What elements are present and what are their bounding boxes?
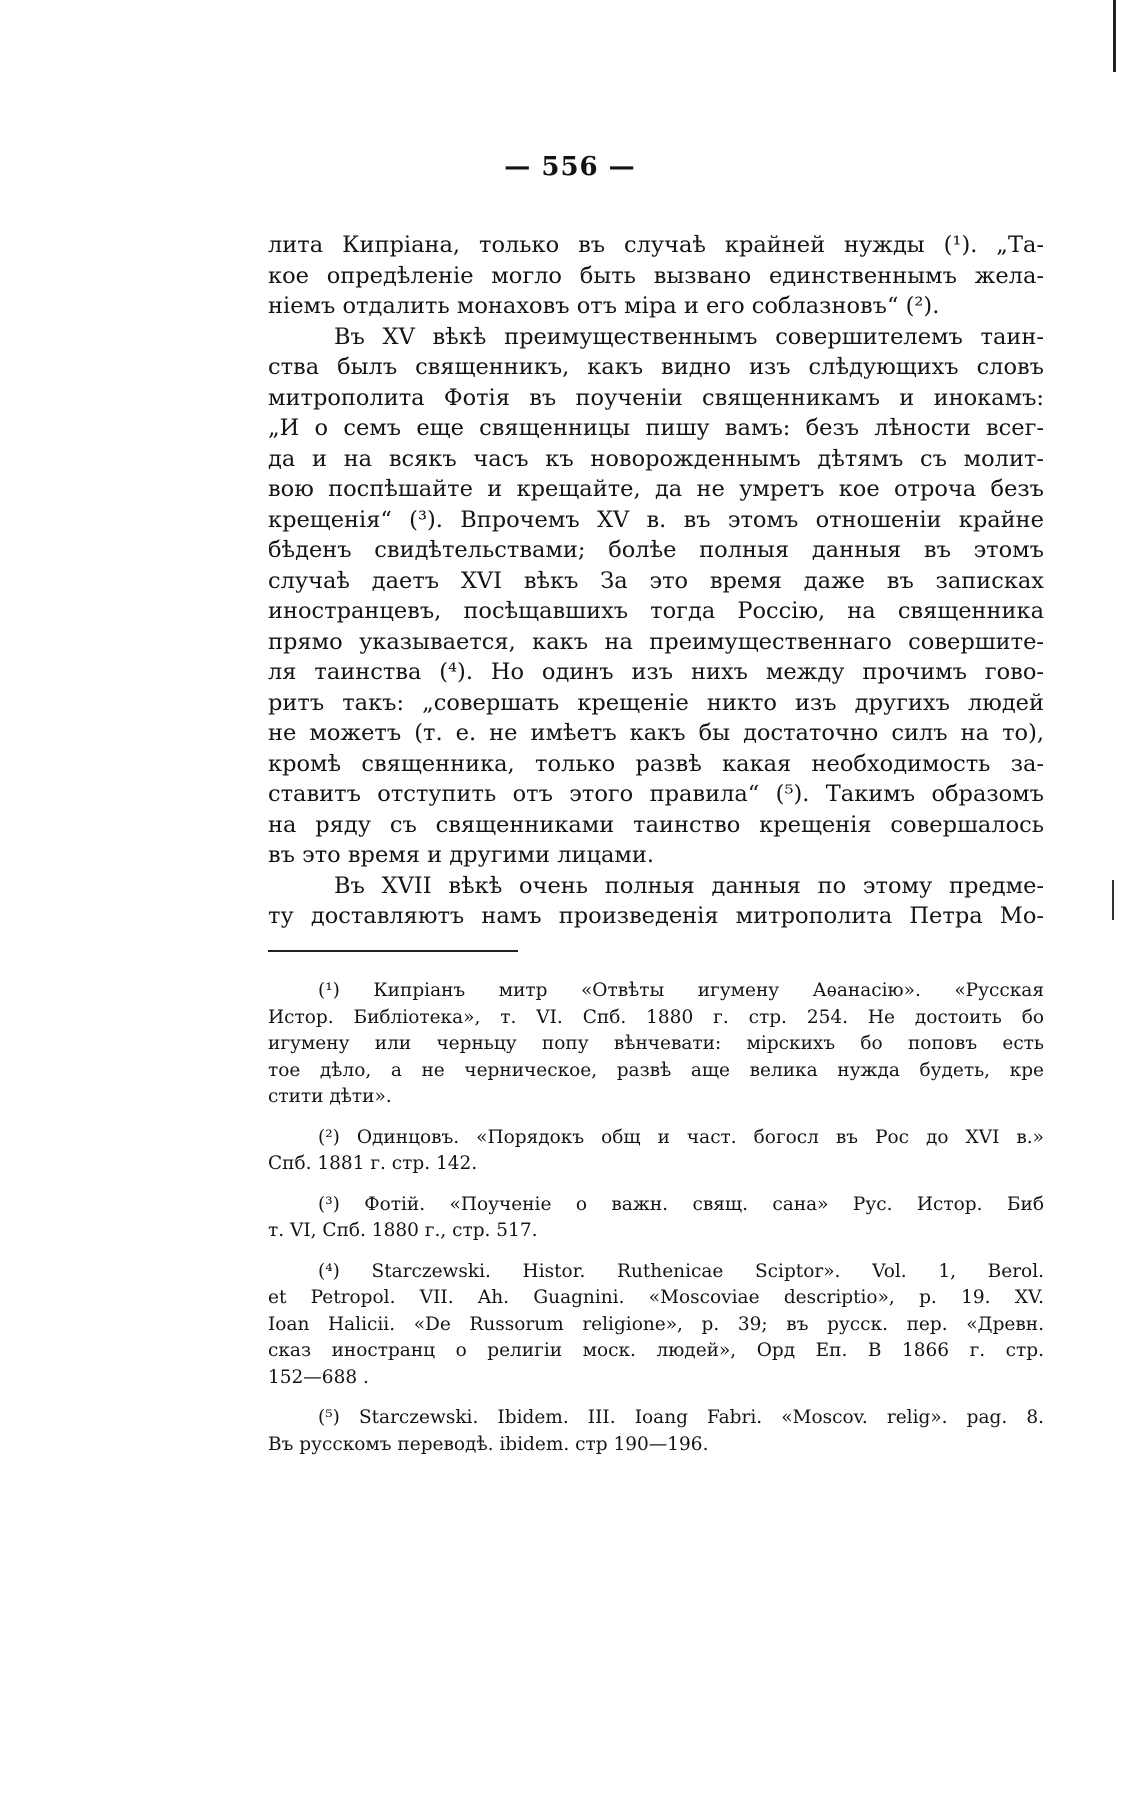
footnote-line: et Petropol. VII. Ah. Guagnini. «Moscoviae descriptio», p. 19. XV.	[268, 1287, 1044, 1308]
footnote-line: Истор. Библіотека», т. VI. Спб. 1880 г. стр. 254. Не достоить бо	[268, 1006, 1044, 1028]
footnote-line: (¹) Кипріанъ митр «Отвѣты игумену Аѳанасію». «Русская	[318, 980, 1044, 1001]
footnote-line: (³) Фотій. «Поученіе о важн. свящ. сана» Рус. Истор. Биб	[318, 1193, 1044, 1215]
text-line: ства былъ священникъ, какъ видно изъ слѣдующихъ словъ	[268, 354, 1044, 380]
footnote-4	[268, 1259, 1044, 1392]
scan-edge-mark	[1112, 880, 1114, 920]
footnote-line: сказ иностранц о религіи моск. людей», Орд Еп. В 1866 г. стр.	[268, 1340, 1044, 1361]
footnote-5	[268, 1405, 1044, 1458]
text-line: Въ XVII вѣкѣ очень полныя данныя по этому предме-	[334, 872, 1044, 899]
footnote-line: Въ русскомъ переводѣ. ibidem. стр 190—196.	[268, 1433, 709, 1455]
footnote-line: Ioan Halicii. «De Russorum religione», p. 39; въ русск. пер. «Древн.	[268, 1313, 1044, 1335]
footnote-line: Спб. 1881 г. стр. 142.	[268, 1153, 478, 1174]
footnote-line: стити дѣти».	[268, 1086, 392, 1107]
footnote-line: (²) Одинцовъ. «Порядокъ общ и част. богосл въ Рос до XVI в.»	[318, 1126, 1044, 1148]
footnote-3	[268, 1192, 1044, 1245]
text-line: кое опредѣленіе могло быть вызвано единственнымъ жела-	[268, 262, 1044, 289]
text-line: случаѣ даетъ XVI вѣкъ За это время даже въ записках	[268, 567, 1044, 594]
footnote-divider	[268, 950, 518, 952]
footnote-line: т. VI, Спб. 1880 г., стр. 517.	[268, 1220, 538, 1241]
text-line: вою поспѣшайте и крещайте, да не умретъ кое отроча безъ	[268, 476, 1044, 502]
footnote-1	[268, 978, 1044, 1111]
page-number: — 556 —	[504, 152, 636, 182]
text-line: ля таинства (⁴). Но одинъ изъ нихъ между прочимъ гово-	[268, 659, 1044, 685]
text-line: въ это время и другими лицами.	[268, 842, 655, 868]
text-line: ту доставляютъ намъ произведенія митрополита Петра Мо-	[268, 903, 1044, 929]
footnote-line: (⁵) Starczewski. Ibidem. III. Ioang Fabri. «Moscov. relig». pag. 8.	[318, 1407, 1044, 1428]
text-line: ритъ такъ: „совершать крещеніе никто изъ другихъ людей	[268, 689, 1044, 716]
text-line: лита Кипріана, только въ случаѣ крайней нужды (¹). „Та-	[268, 232, 1044, 258]
main-text	[268, 230, 1044, 932]
footnotes	[268, 978, 1044, 1458]
text-line: кромѣ священника, только развѣ какая необходимость за-	[268, 750, 1044, 777]
footnote-line: (⁴) Starczewski. Histor. Ruthenicae Sciptor». Vol. 1, Berol.	[318, 1260, 1044, 1282]
text-line: не можетъ (т. е. не имѣетъ какъ бы достаточно силъ на то),	[268, 720, 1044, 746]
footnote-line: 152—688 .	[268, 1366, 369, 1388]
text-line: Въ XV вѣкѣ преимущественнымъ совершителемъ таин-	[334, 323, 1044, 350]
text-line: бѣденъ свидѣтельствами; болѣе полныя данныя въ этомъ	[268, 537, 1044, 563]
footnote-line: тое дѣло, а не черническое, развѣ аще велика нужда будеть, кре	[268, 1059, 1044, 1081]
text-line: на ряду съ священниками таинство крещенія совершалось	[268, 811, 1044, 838]
text-line: да и на всякъ часъ къ новорожденнымъ дѣтямъ съ молит-	[268, 445, 1044, 472]
text-line: прямо указывается, какъ на преимущественнаго совершите-	[268, 628, 1044, 655]
text-line: „И о семъ еще священницы пишу вамъ: безъ лѣности всег-	[268, 415, 1044, 441]
text-line: иностранцевъ, посѣщавшихъ тогда Россію, на священника	[268, 598, 1044, 624]
footnote-2	[268, 1125, 1044, 1178]
text-line: крещенія“ (³). Впрочемъ XV в. въ этомъ отношеніи крайне	[268, 506, 1044, 533]
scan-edge-line	[1113, 0, 1116, 72]
footnote-line: игумену или черньцу попу вѣнчевати: мірскихъ бо поповъ есть	[268, 1033, 1044, 1054]
text-line: ніемъ отдалить монаховъ отъ міра и его соблазновъ“ (²).	[268, 293, 940, 319]
text-line: ставитъ отступить отъ этого правила“ (⁵). Такимъ образомъ	[268, 781, 1044, 807]
text-line: митрополита Фотія въ поученіи священникамъ и инокамъ:	[268, 384, 1044, 411]
